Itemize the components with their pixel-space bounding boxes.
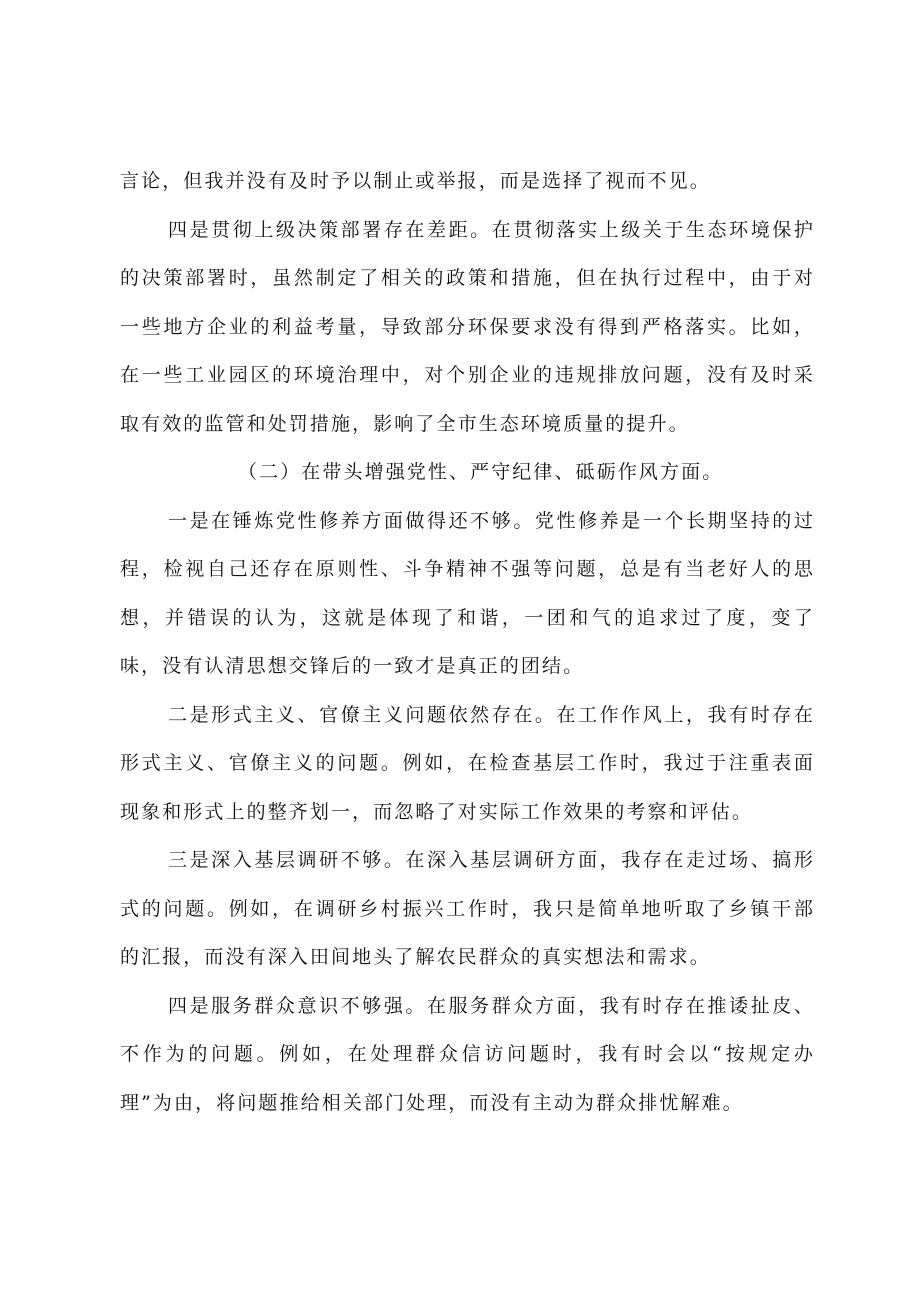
paragraph-policy-implementation: 四是贯彻上级决策部署存在差距。在贯彻落实上级关于生态环境保护的决策部署时，虽然制定了相关的政策和措施，但在执行过程中，由于对一些地方企业的利益考量，导致部分环保要求没有得到严格落实。比如，在一些工业园区的环境治理中，对个别企业的违规排放问题，没有及时采取有效的监管和处罚措施，影响了全市生态环境质量的提升。 bbox=[120, 218, 815, 435]
paragraph-continuation: 言论，但我并没有及时予以制止或举报，而是选择了视而不见。 bbox=[120, 170, 711, 192]
paragraph-grassroots-research: 三是深入基层调研不够。在深入基层调研方面，我存在走过场、搞形式的问题。例如，在调研乡村振兴工作时，我只是简单地听取了乡镇干部的汇报，而没有深入田间地头了解农民群众的真实想法和需求。 bbox=[120, 849, 815, 968]
paragraph-serving-masses: 四是服务群众意识不够强。在服务群众方面，我有时存在推诿扯皮、不作为的问题。例如，在处理群众信访问题时，我有时会以“按规定办理”为由，将问题推给相关部门处理，而没有主动为群众排忧解难。 bbox=[120, 994, 815, 1114]
paragraph-party-spirit: 一是在锤炼党性修养方面做得还不够。党性修养是一个长期坚持的过程，检视自己还存在原则性、斗争精神不强等问题，总是有当老好人的思想，并错误的认为，这就是体现了和谐，一团和气的追求过了度，变了味，没有认清思想交锋后的一致才是真正的团结。 bbox=[120, 509, 815, 677]
section-heading: （二）在带头增强党性、严守纪律、砥砺作风方面。 bbox=[238, 461, 724, 483]
paragraph-formalism: 二是形式主义、官僚主义问题依然存在。在工作作风上，我有时存在形式主义、官僚主义的问题。例如，在检查基层工作时，我过于注重表面现象和形式上的整齐划一，而忽略了对实际工作效果的考察和评估。 bbox=[120, 703, 815, 823]
document-body bbox=[120, 157, 815, 1127]
